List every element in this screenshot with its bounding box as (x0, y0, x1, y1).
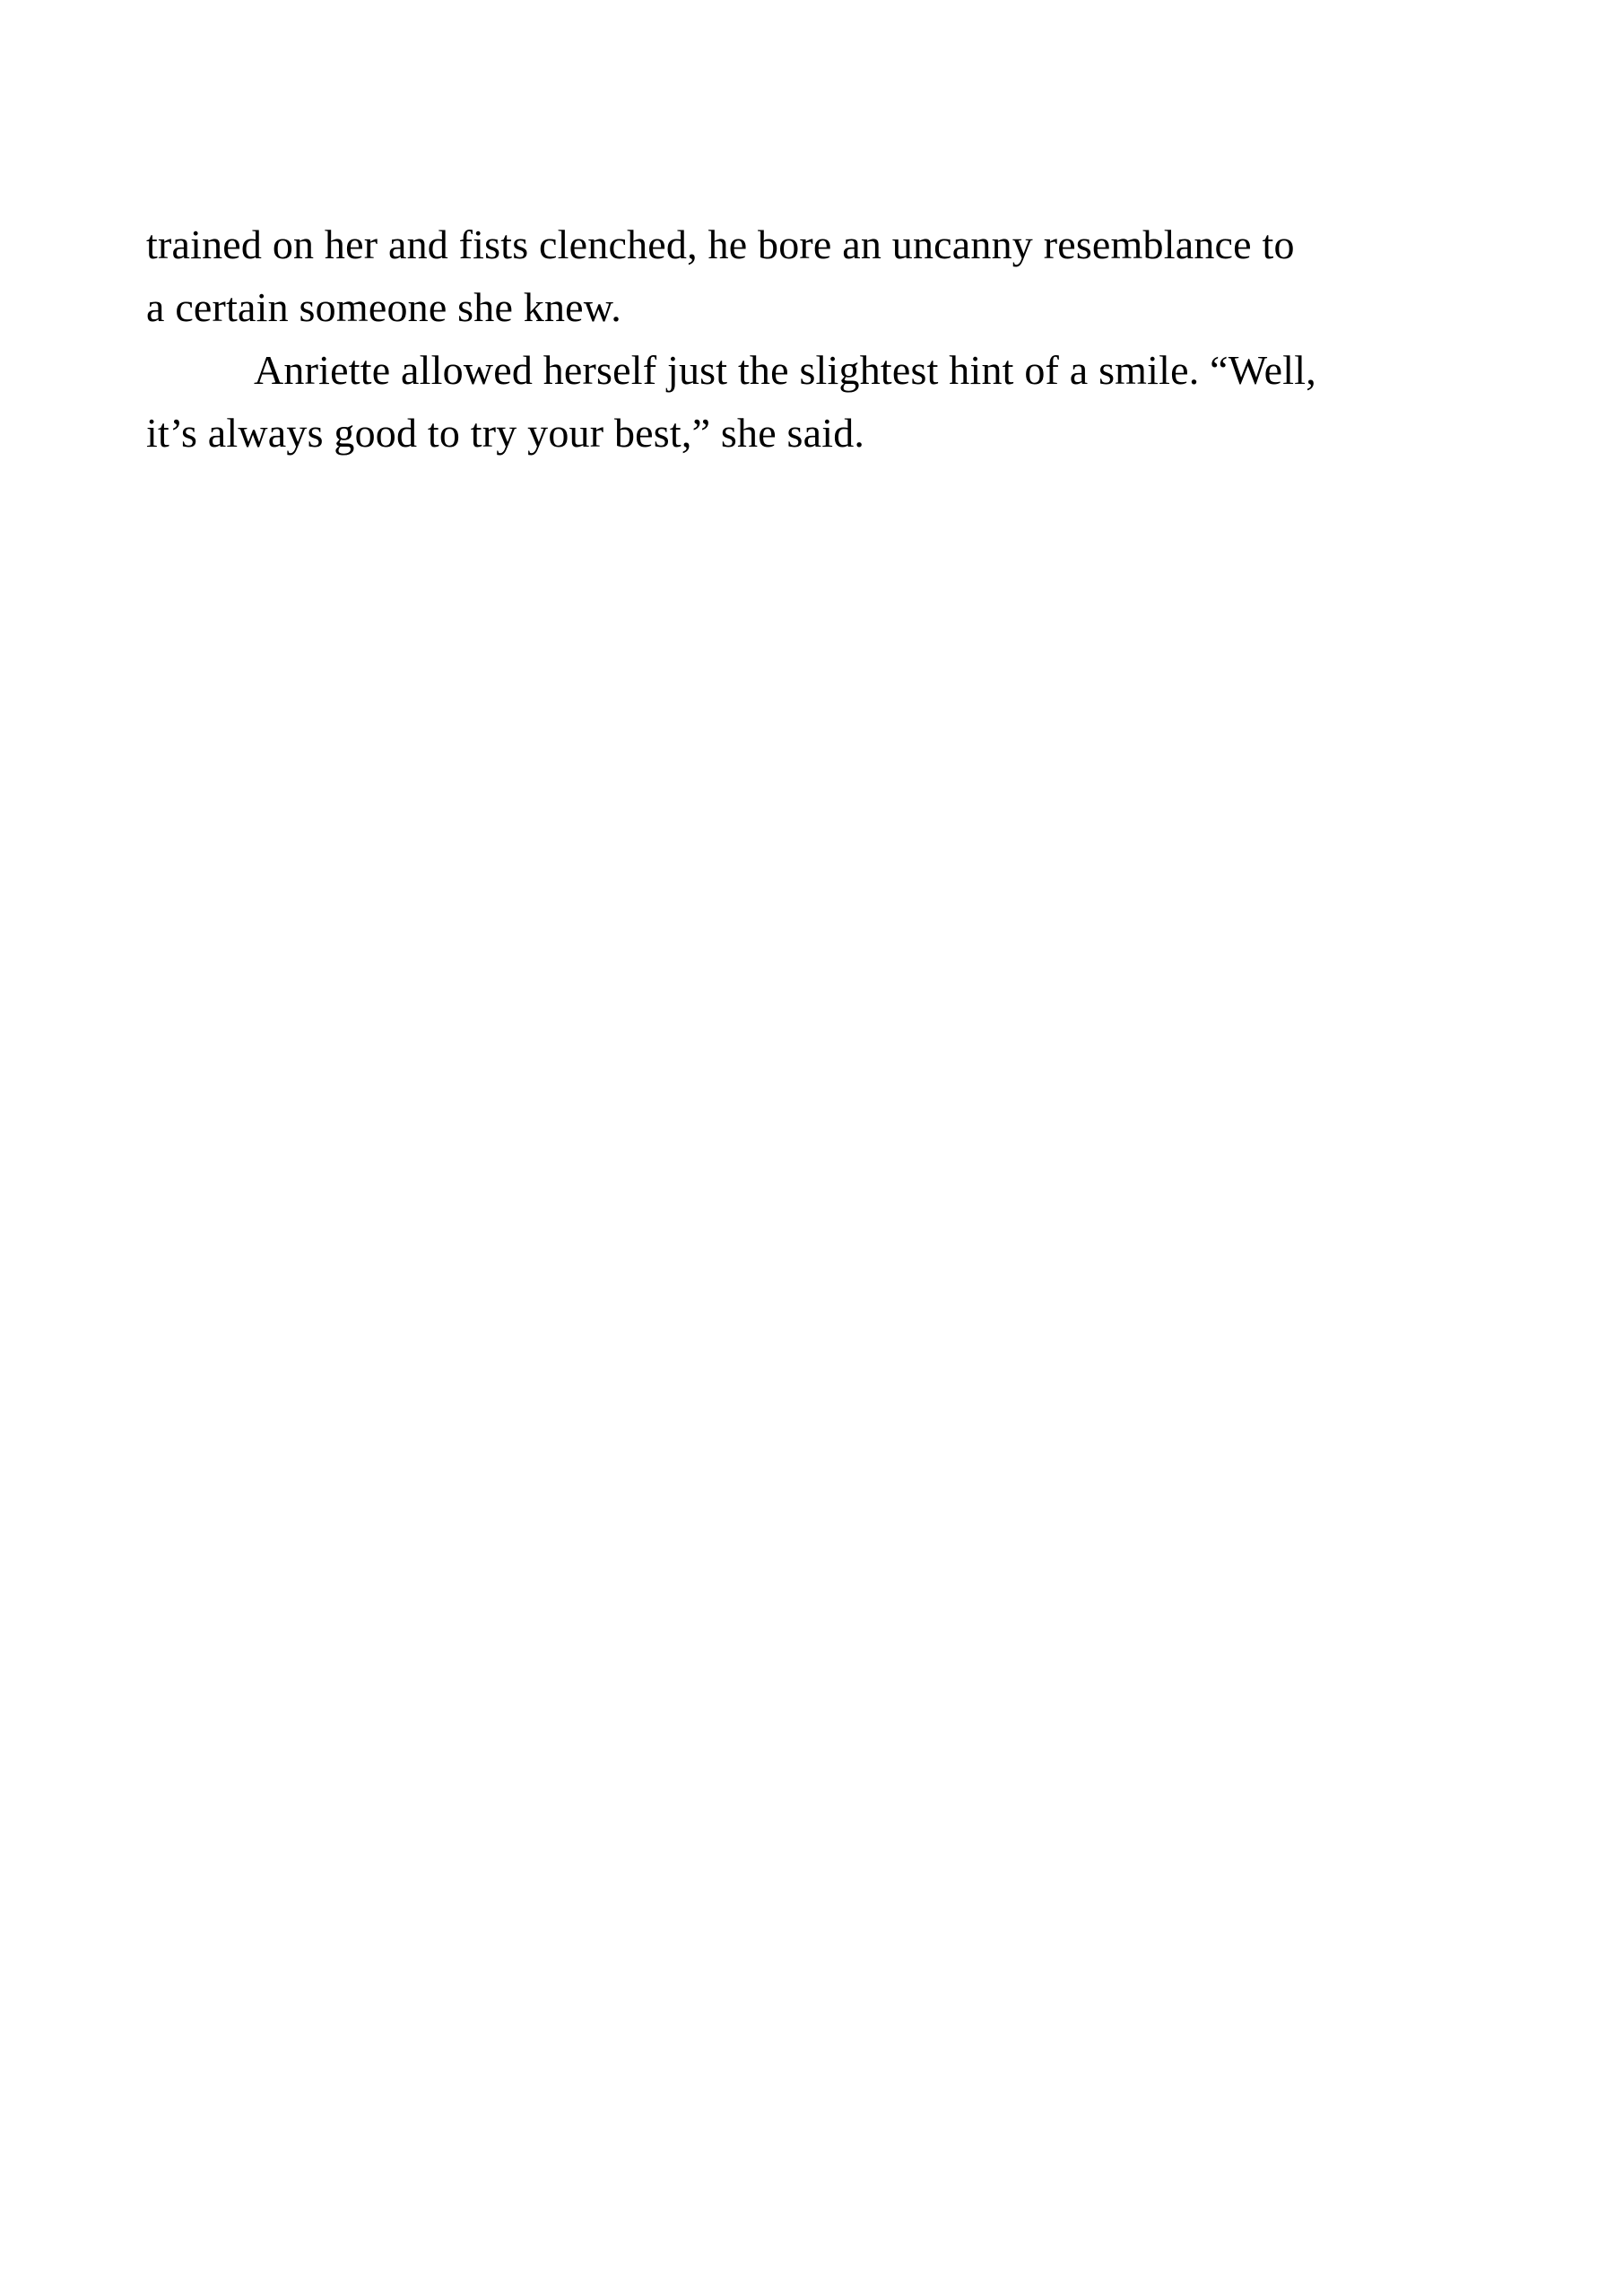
text-line: it’s always good to try your best,” she said. (146, 410, 865, 456)
page-text-block (0, 0, 1615, 465)
text-line: trained on her and fists clenched, he bore an uncanny resemblance to (146, 222, 1295, 267)
text-line-paragraph-start: Anriette allowed herself just the slightest hint of a smile. “Well, (254, 347, 1316, 393)
text-line: a certain someone she knew. (146, 284, 621, 330)
